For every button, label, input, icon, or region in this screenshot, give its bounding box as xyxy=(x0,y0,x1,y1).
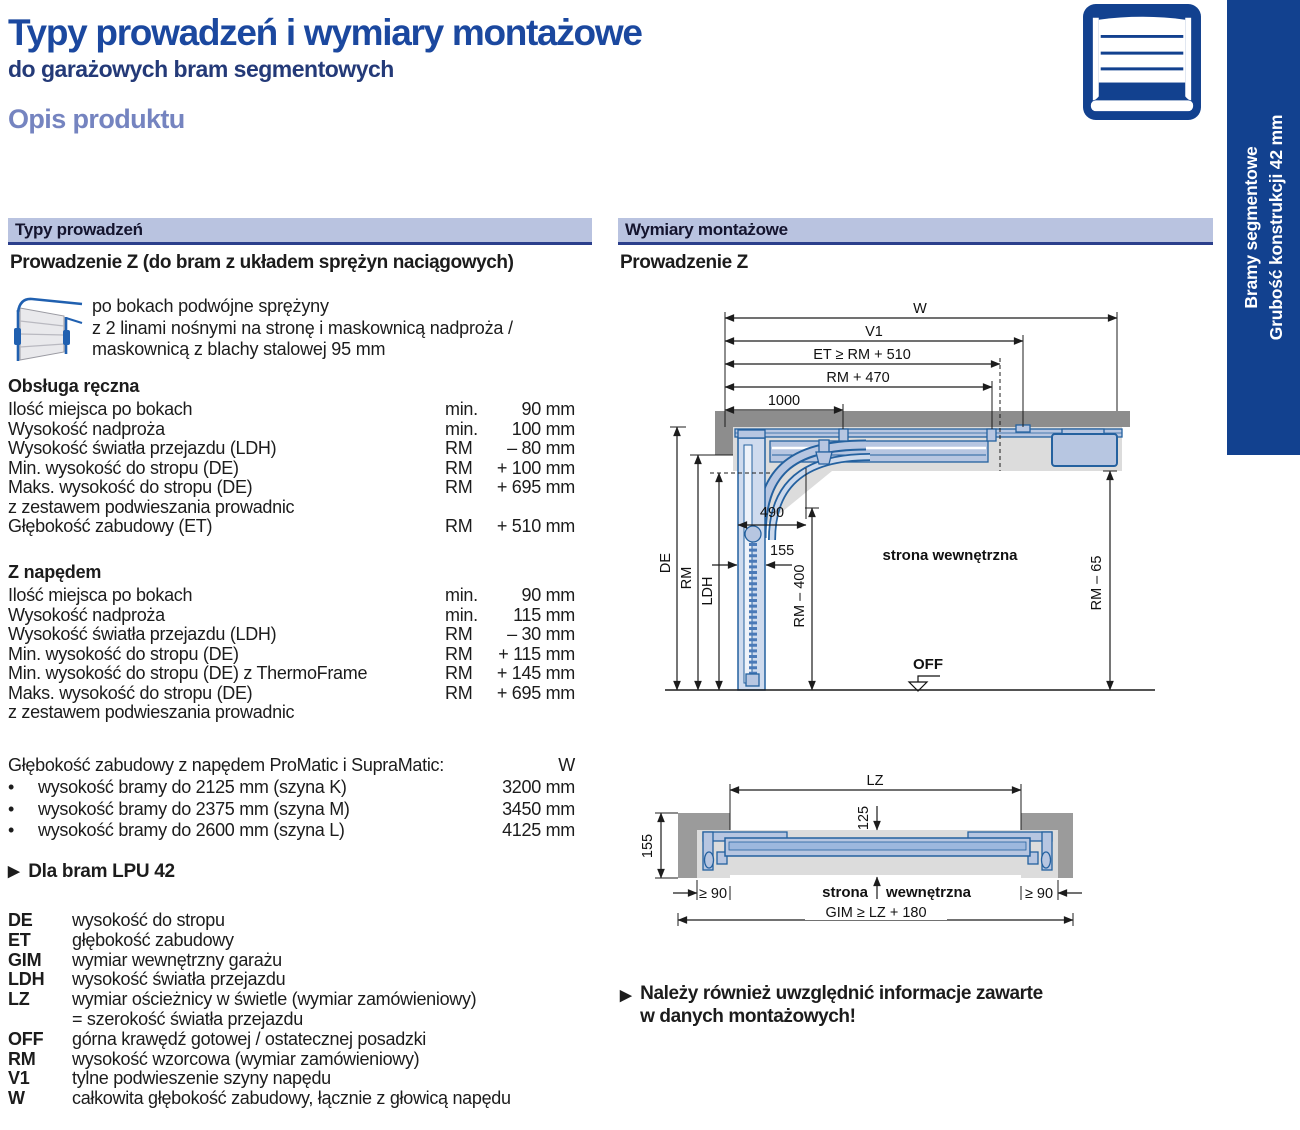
depth-header-row xyxy=(8,755,575,777)
legend-definition xyxy=(72,931,588,951)
table-row xyxy=(8,820,575,842)
legend-term: ET xyxy=(8,929,31,950)
row-label: Maks. wysokość do stropu (DE) xyxy=(8,682,253,703)
lpu-note-text: Dla bram LPU 42 xyxy=(28,861,175,882)
row-value: + 695 mm xyxy=(496,682,575,703)
legend-term: OFF xyxy=(8,1028,44,1049)
side-tab-line2: Grubość konstrukcji 42 mm xyxy=(1265,114,1286,341)
rail-hanger xyxy=(987,429,996,441)
row-value: + 510 mm xyxy=(496,516,575,536)
legend-definition xyxy=(72,911,588,931)
table-row xyxy=(8,799,575,821)
legend-definition xyxy=(72,1050,588,1070)
row-prefix: min. xyxy=(445,399,478,419)
row-label: wysokość bramy do 2600 mm (szyna L) xyxy=(38,820,345,841)
track-description xyxy=(92,296,582,361)
row-prefix: RM xyxy=(445,624,473,644)
row-value: 100 mm xyxy=(511,418,575,439)
row-label: Wysokość nadproża xyxy=(8,604,165,625)
legend-definition xyxy=(72,951,588,971)
mounting-subheader: Prowadzenie Z xyxy=(620,252,748,273)
row-prefix: RM xyxy=(445,663,473,683)
legend-row xyxy=(8,951,588,971)
legend-term: LDH xyxy=(8,969,45,990)
legend-row xyxy=(8,1089,588,1109)
legend-definition-line1: głębokość zabudowy xyxy=(72,929,234,950)
table-row xyxy=(8,586,575,606)
powered-table xyxy=(8,586,575,723)
table-row xyxy=(8,517,575,537)
mounting-data-note xyxy=(620,983,1180,1028)
track-description-line3: maskownicą z blachy stalowej 95 mm xyxy=(92,339,386,360)
row-value xyxy=(495,498,575,518)
dim-label-1000: 1000 xyxy=(767,393,801,409)
table-row xyxy=(8,664,575,684)
row-value: + 145 mm xyxy=(496,663,575,683)
page-subtitle: do garażowych bram segmentowych xyxy=(8,56,394,82)
mounting-data-note-text xyxy=(640,983,1043,1028)
triangle-bullet-icon: ▶ xyxy=(8,863,20,880)
door-panel-core xyxy=(729,842,1026,850)
row-value: 4125 mm xyxy=(502,820,575,841)
legend-row xyxy=(8,1069,588,1089)
legend-row xyxy=(8,970,588,990)
row-value: + 115 mm xyxy=(498,643,575,664)
row-label: Min. wysokość do stropu (DE) xyxy=(8,457,239,478)
section-bar-track-types: Typy prowadzeń xyxy=(8,218,592,245)
row-label: Wysokość światła przejazdu (LDH) xyxy=(8,624,277,644)
dim-label-gim: GIM ≥ LZ + 180 xyxy=(825,905,927,921)
depth-col-label: W xyxy=(558,755,575,775)
table-row xyxy=(8,645,575,665)
row-label: Maks. wysokość do stropu (DE) xyxy=(8,477,253,497)
dim-label-155: 155 xyxy=(770,543,795,559)
legend-definition-line1: wysokość światła przejazdu xyxy=(72,969,286,990)
row-label: z zestawem podwieszania prowadnic xyxy=(8,702,295,722)
table-row xyxy=(8,478,575,498)
row-label: z zestawem podwieszania prowadnic xyxy=(8,496,295,517)
row-value: 3450 mm xyxy=(502,798,575,819)
dim-label-ldh: LDH xyxy=(700,576,716,606)
cable-pulley xyxy=(745,526,761,542)
legend-term: LZ xyxy=(8,989,30,1010)
track-description-line1: po bokach podwójne sprężyny xyxy=(92,296,329,316)
door-side-track xyxy=(744,445,752,683)
legend-definition xyxy=(72,990,588,1030)
legend-definition-line2: = szerokość światła przejazdu xyxy=(72,1008,303,1029)
right-roller xyxy=(1042,852,1051,868)
row-value: + 695 mm xyxy=(496,477,575,497)
dim-label-w: W xyxy=(913,301,927,317)
dim-label-rm470: RM + 470 xyxy=(826,370,890,386)
dim-label-490: 490 xyxy=(759,505,785,521)
manual-table xyxy=(8,400,575,537)
row-prefix: min. xyxy=(445,418,478,439)
row-label: Min. wysokość do stropu (DE) xyxy=(8,643,239,664)
row-value: 3200 mm xyxy=(502,777,575,797)
row-prefix xyxy=(445,498,495,518)
lpu-note xyxy=(8,861,175,883)
side-tab-line1: Bramy segmentowe xyxy=(1240,146,1261,309)
legend-term: V1 xyxy=(8,1068,30,1089)
legend-definition xyxy=(72,1069,588,1089)
note-line2: w danych montażowych! xyxy=(640,1005,856,1027)
dim-label-155-plan: 155 xyxy=(640,833,656,859)
z-track-door-icon xyxy=(2,290,88,366)
row-prefix: RM xyxy=(445,438,473,458)
dim-label-et: ET ≥ RM + 510 xyxy=(813,347,911,363)
legend-definition-line1: całkowita głębokość zabudowy, łącznie z głowicą napędu xyxy=(72,1088,511,1109)
rail-hanger xyxy=(839,429,848,441)
table-row xyxy=(8,400,575,420)
row-value: 90 mm xyxy=(521,585,575,605)
row-prefix: RM xyxy=(445,682,473,703)
row-prefix: min. xyxy=(445,604,478,625)
track-description-line2: z 2 linami nośnymi na stronę i maskownicą nadproża / xyxy=(92,317,513,338)
row-label: wysokość bramy do 2375 mm (szyna M) xyxy=(38,798,350,819)
table-row xyxy=(8,459,575,479)
row-value xyxy=(495,703,575,723)
dim-label-rm65: RM – 65 xyxy=(1089,555,1105,611)
row-prefix: RM xyxy=(445,457,473,478)
legend-row xyxy=(8,990,588,1030)
legend-row xyxy=(8,1030,588,1050)
legend-definition-line1: górna krawędź gotowej / ostatecznej posadzki xyxy=(72,1028,427,1049)
note-line1: Należy również uwzględnić informacje zawarte xyxy=(640,983,1043,1004)
row-prefix: min. xyxy=(445,585,478,605)
dim-label-ge90-right: ≥ 90 xyxy=(1024,886,1054,902)
inner-side-word2: wewnętrzna xyxy=(886,884,972,901)
legend-definition-line1: wymiar ościeżnicy w świetle (wymiar zamówieniowy) xyxy=(72,989,477,1010)
plan-view-diagram xyxy=(625,768,1185,938)
row-prefix xyxy=(445,703,495,723)
legend-definition xyxy=(72,1089,588,1109)
bottom-bracket xyxy=(746,674,759,686)
inner-side-word1: strona xyxy=(822,884,868,901)
dim-label-lz: LZ xyxy=(866,773,884,789)
legend-definition-line1: tylne podwieszenie szyny napędu xyxy=(72,1068,331,1089)
dim-label-rm400: RM – 400 xyxy=(792,564,808,628)
legend-row xyxy=(8,1050,588,1070)
side-tab-text xyxy=(1227,0,1300,455)
suspension-bracket-lock xyxy=(816,452,832,464)
drive-head xyxy=(1052,434,1117,466)
table-row xyxy=(8,420,575,440)
bullet-icon: • xyxy=(8,798,15,819)
page-title: Typy prowadzeń i wymiary montażowe xyxy=(8,12,642,53)
row-label: Głębokość zabudowy (ET) xyxy=(8,516,213,536)
row-label: Min. wysokość do stropu (DE) z ThermoFrame xyxy=(8,663,368,683)
side-view-diagram xyxy=(620,288,1200,716)
dim-label-de: DE xyxy=(658,552,674,574)
row-label: Ilość miejsca po bokach xyxy=(8,585,193,605)
row-value: – 30 mm xyxy=(507,624,575,644)
lintel xyxy=(715,427,733,455)
row-label: Ilość miejsca po bokach xyxy=(8,399,193,419)
side-tab xyxy=(1227,0,1300,455)
abbreviation-legend xyxy=(8,911,588,1109)
table-row xyxy=(8,703,575,723)
dim-label-ge90-left: ≥ 90 xyxy=(698,886,728,902)
legend-definition xyxy=(72,970,588,990)
row-value: + 100 mm xyxy=(496,457,575,478)
dim-label-rm: RM xyxy=(679,566,695,590)
row-label: Wysokość nadproża xyxy=(8,418,165,439)
depth-intro: Głębokość zabudowy z napędem ProMatic i SupraMatic: xyxy=(8,755,444,775)
dim-label-125: 125 xyxy=(856,805,872,831)
section-title: Opis produktu xyxy=(8,104,185,134)
legend-definition xyxy=(72,1030,588,1050)
legend-term: DE xyxy=(8,910,33,930)
door-top-bracket xyxy=(738,430,765,438)
left-roller xyxy=(705,852,714,868)
row-value: 90 mm xyxy=(521,399,575,419)
table-row xyxy=(8,625,575,645)
legend-definition-line1: wysokość wzorcowa (wymiar zamówieniowy) xyxy=(72,1048,420,1069)
row-prefix: RM xyxy=(445,643,473,664)
legend-definition-line1: wymiar wewnętrzny garażu xyxy=(72,949,282,970)
section-bar-mounting-dims: Wymiary montażowe xyxy=(618,218,1213,245)
inner-side-label: strona wewnętrzna xyxy=(882,547,1018,564)
garage-door-icon xyxy=(1083,4,1201,120)
row-value: 115 mm xyxy=(513,604,575,625)
legend-term: RM xyxy=(8,1048,36,1069)
table-row xyxy=(8,777,575,799)
legend-row xyxy=(8,911,588,931)
powered-section-title: Z napędem xyxy=(8,562,102,582)
off-label: OFF xyxy=(913,656,943,673)
legend-row xyxy=(8,931,588,951)
suspension-bracket xyxy=(819,440,829,452)
row-prefix: RM xyxy=(445,477,473,497)
manual-section-title: Obsługa ręczna xyxy=(8,376,140,396)
table-row xyxy=(8,684,575,704)
row-label: Wysokość światła przejazdu (LDH) xyxy=(8,438,277,458)
bullet-icon: • xyxy=(8,820,15,841)
table-row xyxy=(8,498,575,518)
track-type-subheader: Prowadzenie Z (do bram z układem sprężyn naciągowych) xyxy=(10,252,514,273)
legend-definition-line1: wysokość do stropu xyxy=(72,910,225,930)
depth-table xyxy=(8,777,575,842)
ceiling-slab xyxy=(715,411,1130,427)
off-flag xyxy=(918,676,940,682)
triangle-bullet-icon: ▶ xyxy=(620,987,632,1004)
legend-term: GIM xyxy=(8,949,42,970)
dim-label-v1: V1 xyxy=(865,324,883,340)
row-label: wysokość bramy do 2125 mm (szyna K) xyxy=(38,777,347,797)
row-prefix: RM xyxy=(445,516,473,536)
bullet-icon: • xyxy=(8,777,15,797)
table-row xyxy=(8,439,575,459)
row-value: – 80 mm xyxy=(507,438,575,458)
table-row xyxy=(8,606,575,626)
legend-term: W xyxy=(8,1088,25,1109)
